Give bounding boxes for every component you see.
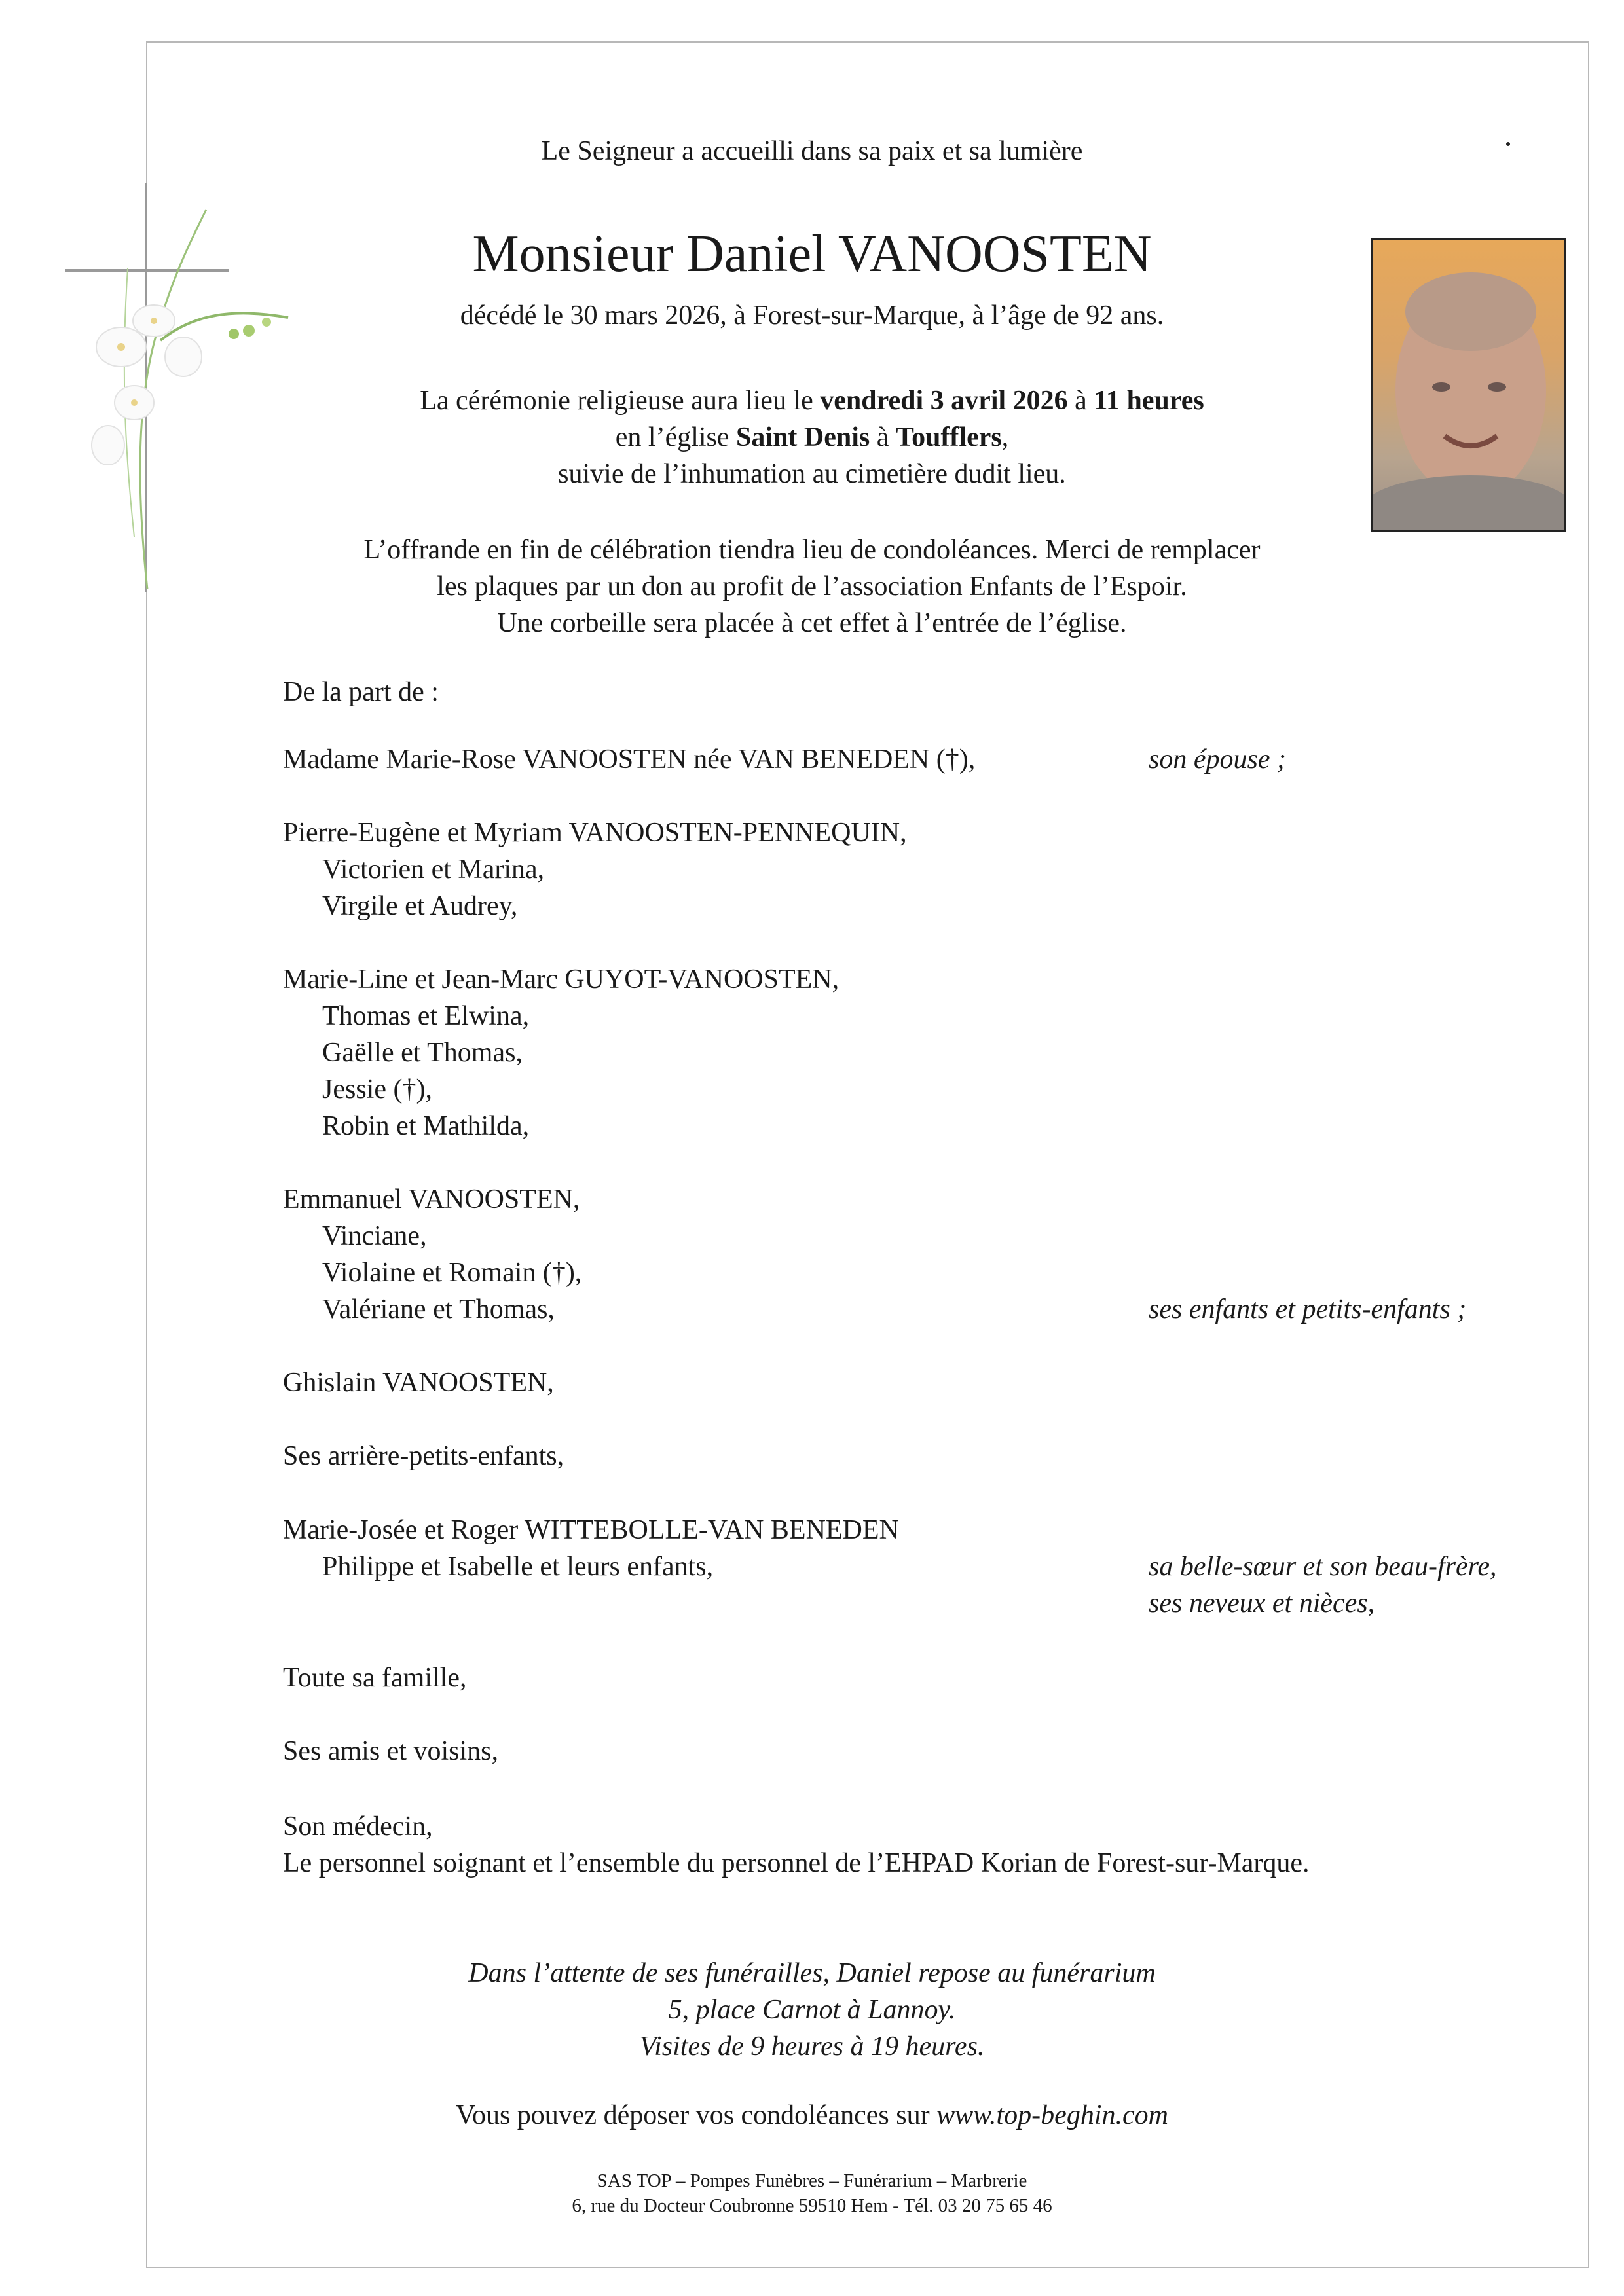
text: , bbox=[1001, 422, 1009, 452]
family-intro: De la part de : bbox=[283, 677, 439, 707]
ceremony-time: 11 heures bbox=[1094, 386, 1204, 416]
text: à bbox=[870, 422, 896, 452]
offering-line: les plaques par un don au profit de l’association Enfants de l’Espoir. bbox=[437, 572, 1187, 602]
text: La cérémonie religieuse aura lieu le bbox=[420, 386, 821, 416]
relation-label: ses enfants et petits-enfants ; bbox=[1149, 1294, 1467, 1324]
family-line: Valériane et Thomas, bbox=[322, 1294, 555, 1324]
text: à bbox=[1067, 386, 1094, 416]
family-line: Marie-Line et Jean-Marc GUYOT-VANOOSTEN, bbox=[283, 964, 840, 994]
family-line: Victorien et Marina, bbox=[322, 854, 545, 884]
family-line: Virgile et Audrey, bbox=[322, 891, 518, 921]
family-line: Thomas et Elwina, bbox=[322, 1001, 530, 1031]
ceremony-line-1 bbox=[0, 382, 1624, 419]
family-line: Violaine et Romain (†), bbox=[322, 1258, 582, 1288]
church-name: Saint Denis bbox=[736, 422, 870, 452]
family-line: Ses arrière-petits-enfants, bbox=[283, 1441, 564, 1471]
family-line: Philippe et Isabelle et leurs enfants, bbox=[322, 1552, 714, 1582]
text: Vous pouvez déposer vos condoléances sur bbox=[456, 2100, 937, 2130]
relation-label: ses neveux et nièces, bbox=[1149, 1588, 1375, 1618]
funerarium-line: Dans l’attente de ses funérailles, Daniel repose au funérarium bbox=[468, 1958, 1156, 1988]
family-line: Gaëlle et Thomas, bbox=[322, 1038, 523, 1068]
family-spouse: Madame Marie-Rose VANOOSTEN née VAN BENEDEN (†), bbox=[283, 744, 976, 774]
text: en l’église bbox=[615, 422, 737, 452]
ceremony-date: vendredi 3 avril 2026 bbox=[820, 386, 1068, 416]
family-line: Toute sa famille, bbox=[283, 1663, 467, 1693]
deceased-name: Monsieur Daniel VANOOSTEN bbox=[472, 225, 1152, 283]
family-line: Robin et Mathilda, bbox=[322, 1111, 530, 1141]
offering-line: L’offrande en fin de célébration tiendra lieu de condoléances. Merci de remplacer bbox=[363, 535, 1261, 565]
relation-label: son épouse ; bbox=[1149, 744, 1286, 774]
family-line: Ses amis et voisins, bbox=[283, 1736, 499, 1766]
offering-line: Une corbeille sera placée à cet effet à l’entrée de l’église. bbox=[497, 608, 1127, 638]
condolences-link[interactable]: www.top-beghin.com bbox=[936, 2100, 1168, 2130]
funerarium-line: 5, place Carnot à Lannoy. bbox=[668, 1995, 956, 2025]
funerarium-line: Visites de 9 heures à 19 heures. bbox=[639, 2032, 985, 2062]
family-line: Emmanuel VANOOSTEN, bbox=[283, 1184, 580, 1214]
death-notice: décédé le 30 mars 2026, à Forest-sur-Marque, à l’âge de 92 ans. bbox=[460, 301, 1164, 331]
relation-label: sa belle-sœur et son beau-frère, bbox=[1149, 1552, 1497, 1582]
family-line: Son médecin, bbox=[283, 1812, 433, 1842]
family-line: Pierre-Eugène et Myriam VANOOSTEN-PENNEQUIN, bbox=[283, 818, 907, 848]
footer-address: 6, rue du Docteur Coubronne 59510 Hem - Tél. 03 20 75 65 46 bbox=[572, 2195, 1052, 2216]
condolences-line bbox=[0, 2097, 1624, 2134]
ceremony-line-3: suivie de l’inhumation au cimetière dudit lieu. bbox=[558, 459, 1066, 489]
opening-quote: Le Seigneur a accueilli dans sa paix et sa lumière bbox=[541, 136, 1083, 166]
family-line: Jessie (†), bbox=[322, 1074, 432, 1104]
ceremony-line-2 bbox=[0, 419, 1624, 456]
family-line: Le personnel soignant et l’ensemble du personnel de l’EHPAD Korian de Forest-sur-Marque. bbox=[283, 1848, 1310, 1878]
town-name: Toufflers bbox=[895, 422, 1002, 452]
family-line: Marie-Josée et Roger WITTEBOLLE-VAN BENEDEN bbox=[283, 1515, 899, 1545]
footer-company: SAS TOP – Pompes Funèbres – Funérarium – Marbrerie bbox=[597, 2170, 1027, 2191]
family-line: Vinciane, bbox=[322, 1221, 427, 1251]
family-line: Ghislain VANOOSTEN, bbox=[283, 1368, 554, 1398]
